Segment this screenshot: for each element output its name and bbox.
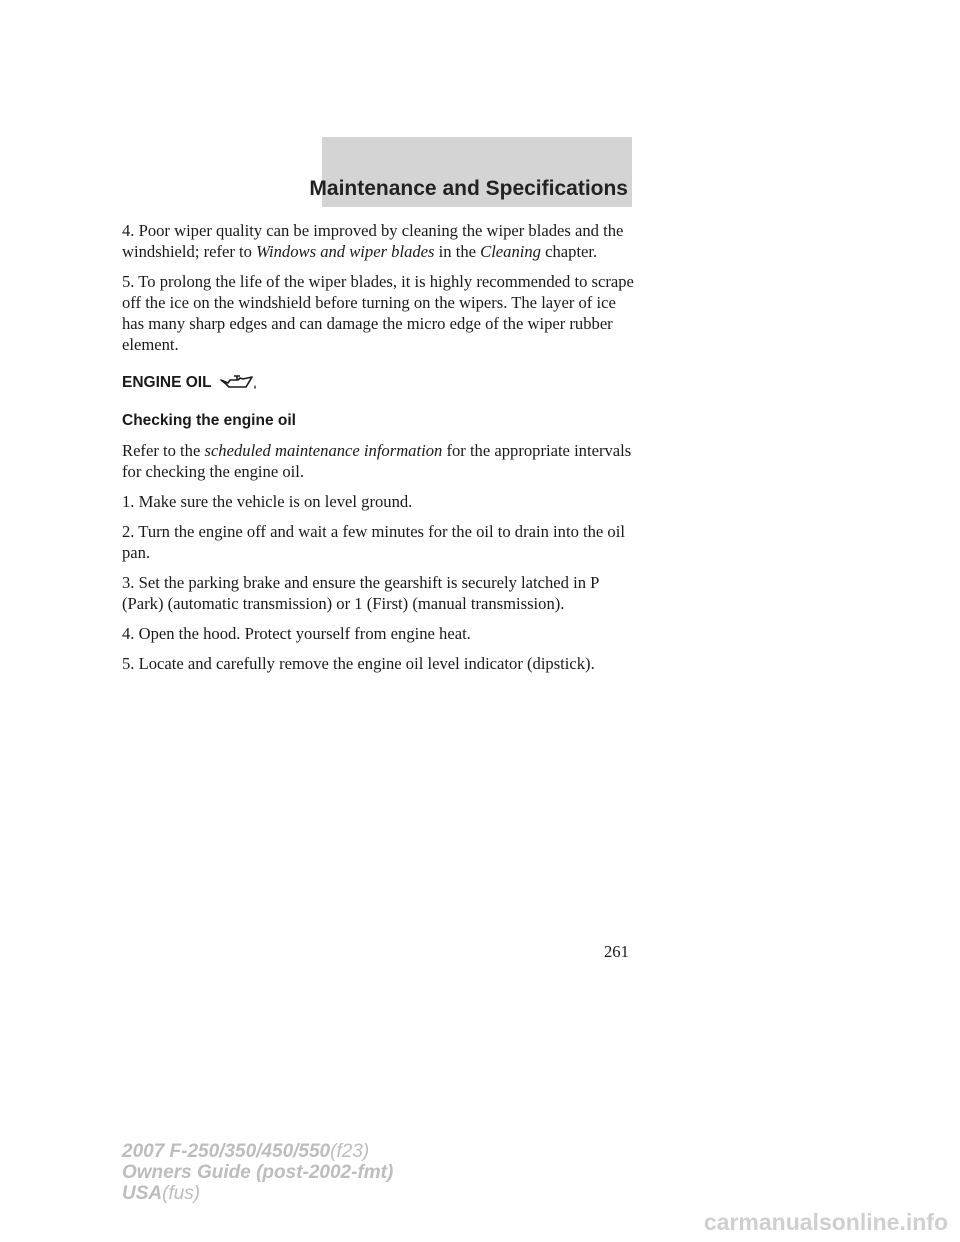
section-title: Maintenance and Specifications <box>309 177 628 200</box>
paragraph-wiper-quality: 4. Poor wiper quality can be improved by cleaning the wiper blades and the windshield; refer to Windows and wiper blades in the Cleaning chapter. <box>122 221 624 261</box>
step-item: 2. Turn the engine off and wait a few minutes for the oil to drain into the oil pan. <box>122 522 625 562</box>
paragraph-wiper-ice: 5. To prolong the life of the wiper blades, it is highly recommended to scrape off the ice on the windshield before turning on the wipers. The layer of ice has many sharp edges and can damage the micro edge of the wiper rubber element. <box>122 272 634 354</box>
cross-reference-windows-wiper: Windows and wiper blades <box>256 242 435 261</box>
subheading-checking-oil: Checking the engine oil <box>122 412 296 429</box>
step-item: 4. Open the hood. Protect yourself from engine heat. <box>122 624 471 643</box>
footer-line-model: 2007 F-250/350/450/550(f23) <box>122 1141 370 1162</box>
footer-line-guide: Owners Guide (post-2002-fmt) <box>122 1162 394 1183</box>
footer-line-market: USA(fus) <box>122 1183 201 1204</box>
oil-can-icon <box>218 371 258 393</box>
document-footer <box>122 1141 393 1204</box>
step-item: 3. Set the parking brake and ensure the gearshift is securely latched in P (Park) (automatic transmission) or 1 (First) (manual transmission). <box>122 573 599 613</box>
site-watermark: carmanualsonline.info <box>703 1209 948 1235</box>
page-number: 261 <box>604 942 629 961</box>
section-heading <box>122 371 642 393</box>
page-content <box>122 220 642 683</box>
section-header-band <box>309 137 632 207</box>
paragraph-intro: Refer to the scheduled maintenance information for the appropriate intervals for checking the engine oil. <box>122 441 632 481</box>
cross-reference-scheduled-maintenance: scheduled maintenance information <box>204 441 443 460</box>
section-heading-text: ENGINE OIL <box>122 373 212 391</box>
step-item: 1. Make sure the vehicle is on level ground. <box>122 492 413 511</box>
step-item: 5. Locate and carefully remove the engine oil level indicator (dipstick). <box>122 654 595 673</box>
cross-reference-cleaning: Cleaning <box>480 242 541 261</box>
